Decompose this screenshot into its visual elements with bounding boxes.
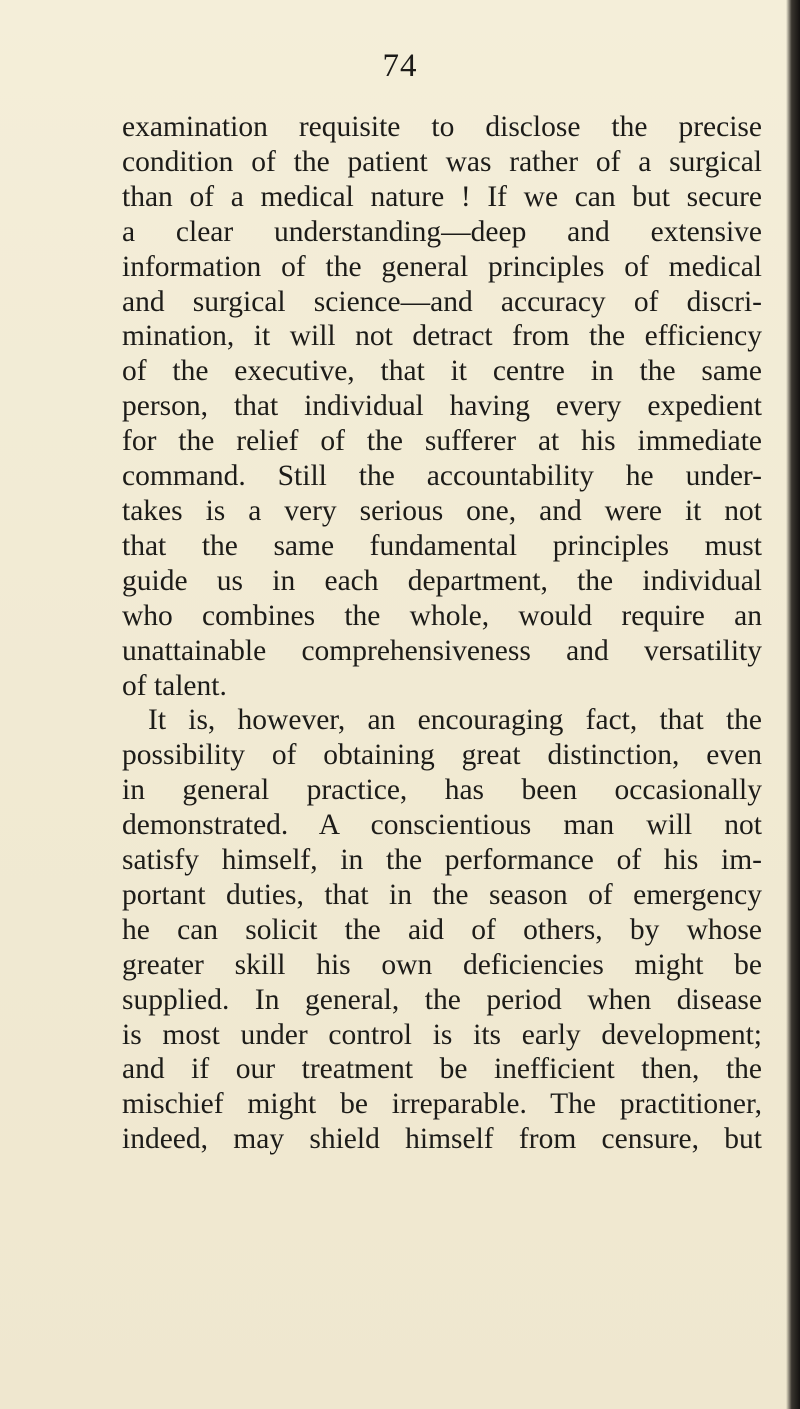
text-line: examination requisite to disclose the precise xyxy=(122,111,762,143)
text-line: in general practice, has been occasionally xyxy=(122,774,762,807)
text-line: greater skill his own deficiencies might be xyxy=(122,948,762,981)
text-line: person, that individual having every expedient xyxy=(122,390,762,423)
text-line: demonstrated. A conscientious man will not xyxy=(122,809,762,842)
text-line: of talent. xyxy=(122,669,227,702)
text-line: unattainable comprehensiveness and versatility xyxy=(122,634,762,667)
text-line: mination, it will not detract from the efficiency xyxy=(122,320,762,353)
text-line: of the executive, that it centre in the same xyxy=(122,355,762,388)
text-line: information of the general principles of medical xyxy=(122,250,762,283)
text-line: guide us in each department, the individual xyxy=(122,564,762,597)
text-line: command. Still the accountability he under- xyxy=(122,460,762,493)
text-line: takes is a very serious one, and were it not xyxy=(122,494,762,527)
paragraph xyxy=(122,703,762,1157)
paragraph xyxy=(122,110,762,703)
text-line: portant duties, that in the season of emergency xyxy=(122,878,762,911)
text-line: supplied. In general, the period when disease xyxy=(122,983,762,1016)
page-number: 74 xyxy=(382,48,418,84)
text-line: It is, however, an encouraging fact, that the xyxy=(148,704,762,737)
text-line: mischief might be irreparable. The practitioner, xyxy=(122,1088,762,1121)
text-line: that the same fundamental principles must xyxy=(122,529,762,562)
text-line: a clear understanding—deep and extensive xyxy=(122,215,762,248)
text-line: satisfy himself, in the performance of his im- xyxy=(122,844,762,877)
text-line: condition of the patient was rather of a surgical xyxy=(122,145,762,178)
text-line: and surgical science—and accuracy of discri- xyxy=(122,285,762,318)
page-binding-edge xyxy=(786,0,800,1409)
text-line: than of a medical nature ! If we can but secure xyxy=(122,180,762,213)
body-text xyxy=(122,110,762,1157)
text-line: he can solicit the aid of others, by whose xyxy=(122,913,762,946)
text-line: indeed, may shield himself from censure, but xyxy=(122,1123,762,1156)
text-line: who combines the whole, would require an xyxy=(122,599,762,632)
text-line: possibility of obtaining great distinction, even xyxy=(122,739,762,772)
text-line: for the relief of the sufferer at his immediate xyxy=(122,425,762,458)
text-line: is most under control is its early development; xyxy=(122,1018,762,1051)
text-line: and if our treatment be inefficient then, the xyxy=(122,1053,762,1086)
